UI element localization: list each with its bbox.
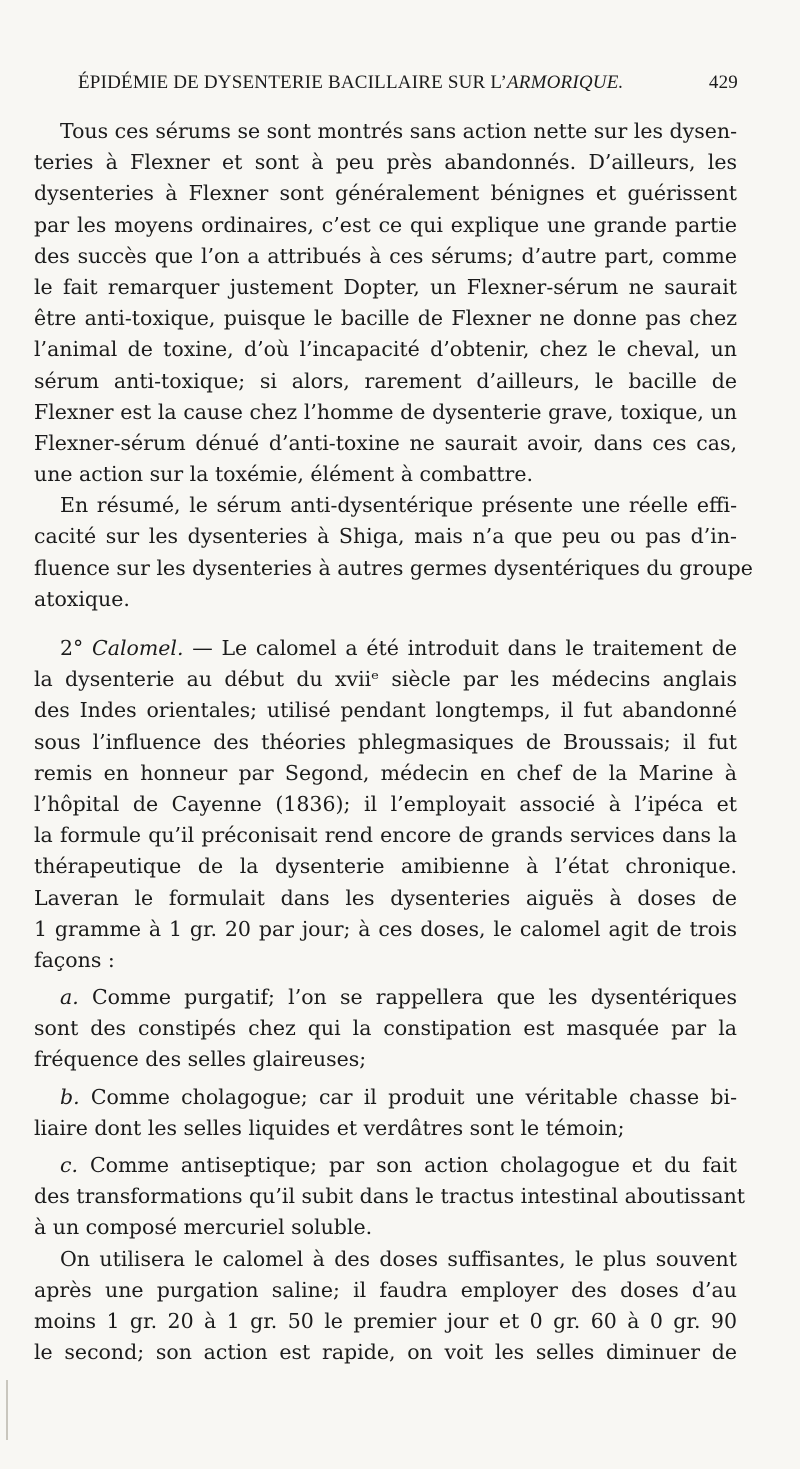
text-line-rest: — Le calomel a été introduit dans le traitement de (183, 636, 737, 660)
text-line: être anti-toxique, puisque le bacille de Flexner ne donne pas chez (34, 306, 737, 331)
text-line: remis en honneur par Segond, médecin en chef de la Marine à (34, 760, 737, 785)
paragraph-summary (34, 490, 753, 615)
page-number: 429 (708, 72, 738, 93)
text-line: la formule qu’il préconisait rend encore de grands services dans la (34, 823, 737, 848)
text-line (34, 1082, 737, 1113)
text-line: teries à Flexner et sont à peu près abandonnés. D’ailleurs, les (34, 150, 737, 175)
text-line: des transformations qu’il subit dans le tractus intestinal aboutissant (34, 1184, 746, 1209)
text-line: façons : (34, 947, 115, 972)
text-line: une action sur la toxémie, élément à combattre. (34, 462, 533, 487)
paragraph-serums (34, 116, 737, 490)
body-text (34, 116, 753, 1368)
text-line: Flexner-sérum dénué d’anti-toxine ne saurait avoir, dans ces cas, (34, 430, 737, 455)
running-title: ÉPIDÉMIE DE DYSENTERIE BACILLAIRE SUR L’ (78, 72, 507, 93)
text-line: sont des constipés chez qui la constipation est masquée par la (34, 1016, 737, 1041)
text-line: des Indes orientales; utilisé pendant longtemps, il fut abandonné (34, 698, 737, 723)
paragraph-dosage (34, 1244, 737, 1369)
text-line: par les moyens ordinaires, c’est ce qui explique une grande partie (34, 212, 737, 237)
text-line: la dysenterie au début du xviiᵉ siècle par les médecins anglais (34, 667, 737, 692)
text-line: cacité sur les dysenteries à Shiga, mais n’a que peu ou pas d’in- (34, 524, 737, 549)
text-line: sérum anti-toxique; si alors, rarement d’ailleurs, le bacille de (34, 368, 737, 393)
text-line: liaire dont les selles liquides et verdâtres sont le témoin; (34, 1115, 625, 1140)
text-line: dysenteries à Flexner sont généralement bénignes et guérissent (34, 181, 737, 206)
text-line (34, 1150, 737, 1181)
text-line: l’hôpital de Cayenne (1836); il l’employait associé à l’ipéca et (34, 791, 737, 816)
paragraph-item-a (34, 982, 737, 1076)
section-heading: Calomel. (92, 636, 184, 660)
text-line: Laveran le formulait dans les dysenteries aiguës à doses de (34, 885, 737, 910)
text-line: Flexner est la cause chez l’homme de dysenterie grave, toxique, un (34, 399, 737, 424)
text-line-rest: Comme cholagogue; car il produit une véritable chasse bi- (79, 1084, 737, 1109)
text-line: 1 gramme à 1 gr. 20 par jour; à ces doses, le calomel agit de trois (34, 916, 737, 941)
ship-name: ARMORIQUE. (506, 72, 624, 93)
text-line: le fait remarquer justement Dopter, un Flexner-sérum ne saurait (34, 274, 737, 299)
section-number: 2° (60, 636, 84, 660)
text-line (34, 633, 737, 664)
paragraph-calomel (34, 633, 737, 976)
item-letter: c. (60, 1153, 78, 1177)
item-letter: a. (60, 985, 79, 1010)
running-header (78, 72, 738, 94)
text-line: Tous ces sérums se sont montrés sans action nette sur les dysen- (60, 119, 737, 143)
text-line-rest: Comme purgatif; l’on se rappellera que les dysentériques (78, 985, 737, 1010)
text-line (34, 982, 737, 1013)
section-gap (34, 615, 737, 633)
text-line: thérapeutique de la dysenterie amibienne à l’état chronique. (34, 854, 737, 879)
text-line: après une purgation saline; il faudra employer des doses d’au (34, 1277, 737, 1302)
text-line: En résumé, le sérum anti-dysentérique présente une réelle effi- (60, 493, 737, 518)
text-line-rest: Comme antiseptique; par son action cholagogue et du fait (78, 1153, 737, 1177)
text-line: moins 1 gr. 20 à 1 gr. 50 le premier jour et 0 gr. 60 à 0 gr. 90 (34, 1308, 737, 1333)
text-line: sous l’influence des théories phlegmasiques de Broussais; il fut (34, 729, 737, 754)
text-line: atoxique. (34, 586, 130, 611)
scan-edge-mark (6, 1380, 8, 1440)
text-line: fluence sur les dysenteries à autres germes dysentériques du groupe (34, 555, 753, 580)
text-line: fréquence des selles glaireuses; (34, 1047, 367, 1072)
text-line: l’animal de toxine, d’où l’incapacité d’obtenir, chez le cheval, un (34, 337, 737, 362)
paragraph-item-b (34, 1082, 737, 1144)
paragraph-item-c (34, 1150, 746, 1244)
text-line: On utilisera le calomel à des doses suffisantes, le plus souvent (60, 1246, 737, 1271)
item-letter: b. (60, 1084, 80, 1109)
text-line: à un composé mercuriel soluble. (34, 1215, 373, 1240)
text-line: des succès que l’on a attribués à ces sérums; d’autre part, comme (34, 243, 737, 268)
text-line: le second; son action est rapide, on voit les selles diminuer de (34, 1340, 737, 1365)
